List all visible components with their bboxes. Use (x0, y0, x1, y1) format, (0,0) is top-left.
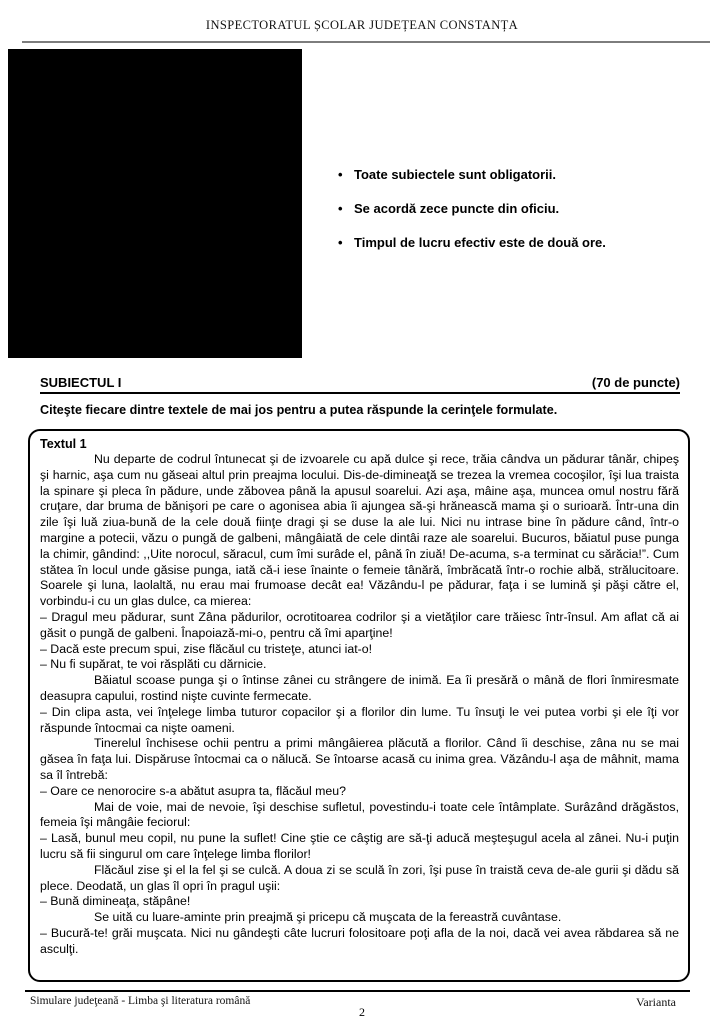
note-text: Se acordă zece puncte din oficiu. (354, 201, 560, 216)
subject-title: SUBIECTUL I (40, 375, 122, 390)
story-paragraph: – Lasă, bunul meu copil, nu pune la suflet! Cine ştie ce câştig are să-ţi aducă meşteşugul acela al zânei. Nu-i puţin lucru să fii singurul om care înţelege limba florilor! (40, 831, 679, 861)
story-paragraph: – Bună dimineaţa, stăpâne! (40, 894, 191, 909)
story-paragraph: – Dacă este precum spui, zise flăcăul cu tristeţe, atunci iat-o! (40, 641, 373, 656)
list-item (338, 202, 698, 216)
story-paragraph: Se uită cu luare-aminte prin preajmă şi pricepu că muşcata de la fereastră cuvântase. (94, 910, 562, 925)
footer-exam-name: Simulare judeţeană - Limba şi literatura română (30, 995, 251, 1007)
footer-divider (25, 990, 690, 992)
list-item (338, 168, 698, 182)
header-divider (22, 41, 710, 43)
story-paragraph: Nu departe de codrul întunecat şi de izvoarele cu apă dulce şi rece, trăia cândva un pădurar tânăr, chipeş şi harnic, aşa cum nu găseai altul prin preajma locului. Dis-de-dimineaţă se trezea la vremea cocoşilor, îşi lua traista la spinare şi pleca în pădure, unde zăbovea până la apusul soarelui. Azi aşa, mâine aşa, muncea omul nostru fără cruţare, dar bruma de bănişori pe care o agonisea abia îi ajungea să-şi hrănească mama şi o surioară. Într-una din zile îşi luă ziua-bună de la cele două fiinţe dragi şi se duse la ale lui. Nici nu intrase bine în pădure când, într-o margine a potecii, văzu o pungă de galbeni, mângâiată de cele dintâi raze ale soarelui. Bucuros, băiatul puse punga la chimir, gândind: ,,Uite norocul, săracul, cum îmi surâde el, până în ziuă! De-acuma, s-a terminat cu sărăcia!”. Cum stătea în locul unde găsise punga, iată că-i iese înainte o femeie tânără, îmbrăcată într-o rochie albă, strălucitoare. Soarele şi luna, laolaltă, nu erau mai frumoase decât ea! Văzându-l pe pădurar, faţa i se lumină şi păşi către el, vorbindu-i cu un glas dulce, ca mierea: (40, 452, 679, 609)
story-paragraph: Flăcăul zise şi el la fel şi se culcă. A doua zi se sculă în zori, îşi puse în traistă ceva de-ale gurii şi dădu să plece. Deodată, un glas îl opri în pragul uşii: (40, 862, 679, 893)
bullet-icon: • (338, 201, 343, 216)
text1-box (28, 429, 690, 982)
page-header-title: INSPECTORATUL ȘCOLAR JUDEȚEAN CONSTANȚA (205, 18, 519, 32)
bullet-icon: • (338, 167, 343, 182)
footer-variant-label: Varianta (636, 995, 676, 1009)
story-paragraph: Băiatul scoase punga şi o întinse zânei cu strângere de inimă. Ea îi presără o mână de flori înmiresmate deasupra capului, rostind nişte cuvinte fermecate. (40, 673, 679, 703)
page-number: 2 (359, 1005, 365, 1019)
subject-instruction: Citeşte fiecare dintre textele de mai jos pentru a putea răspunde la cerinţele formulate. (40, 403, 558, 417)
text1-label: Textul 1 (40, 437, 87, 451)
list-item (338, 236, 698, 250)
story-paragraph: Tinerelul închisese ochii pentru a primi mângâierea plăcută a florilor. Când îi deschise, zâna nu se mai găsea în faţa lui. Dispăruse întocmai ca o nălucă. Se întoarse acasă cu inima grea. Văzându-l aşa de mâhnit, mama sa îl întrebă: (40, 736, 679, 782)
text1-story (40, 452, 679, 958)
subject-points: (70 de puncte) (591, 375, 680, 390)
exam-notes-list (338, 168, 698, 270)
story-paragraph: – Bucură-te! grăi muşcata. Nici nu gândeşti câte lucruri folositoare poţi afla de la noi, dacă vei avea răbdarea să ne asculţi. (40, 925, 679, 956)
story-paragraph: Mai de voie, mai de nevoie, îşi deschise sufletul, povestindu-i toate cele întâmplate. Surâzând drăgăstos, femeia îşi mângâie feciorul: (40, 799, 679, 830)
subject-heading-row (40, 375, 680, 394)
story-paragraph: – Din clipa asta, vei înţelege limba tuturor copacilor şi a florilor din lume. Tu însuţi le vei putea vorbi şi ele îţi vor răspunde întocmai ca nişte oameni. (40, 704, 679, 735)
story-paragraph: – Oare ce nenorocire s-a abătut asupra ta, flăcăul meu? (40, 783, 347, 798)
redacted-logo-image (8, 49, 302, 358)
bullet-icon: • (338, 235, 343, 250)
note-text: Toate subiectele sunt obligatorii. (354, 167, 557, 182)
note-text: Timpul de lucru efectiv este de două ore. (354, 235, 606, 250)
story-paragraph: – Nu fi supărat, te voi răsplăti cu dărnicie. (40, 657, 267, 672)
story-paragraph: – Dragul meu pădurar, sunt Zâna pădurilor, ocrotitoarea codrilor şi a vietăţilor care trăiesc într-însul. Am aflat că ai găsit o pungă de galbeni. Înapoiază-mi-o, pentru că îmi aparţine! (40, 609, 679, 640)
